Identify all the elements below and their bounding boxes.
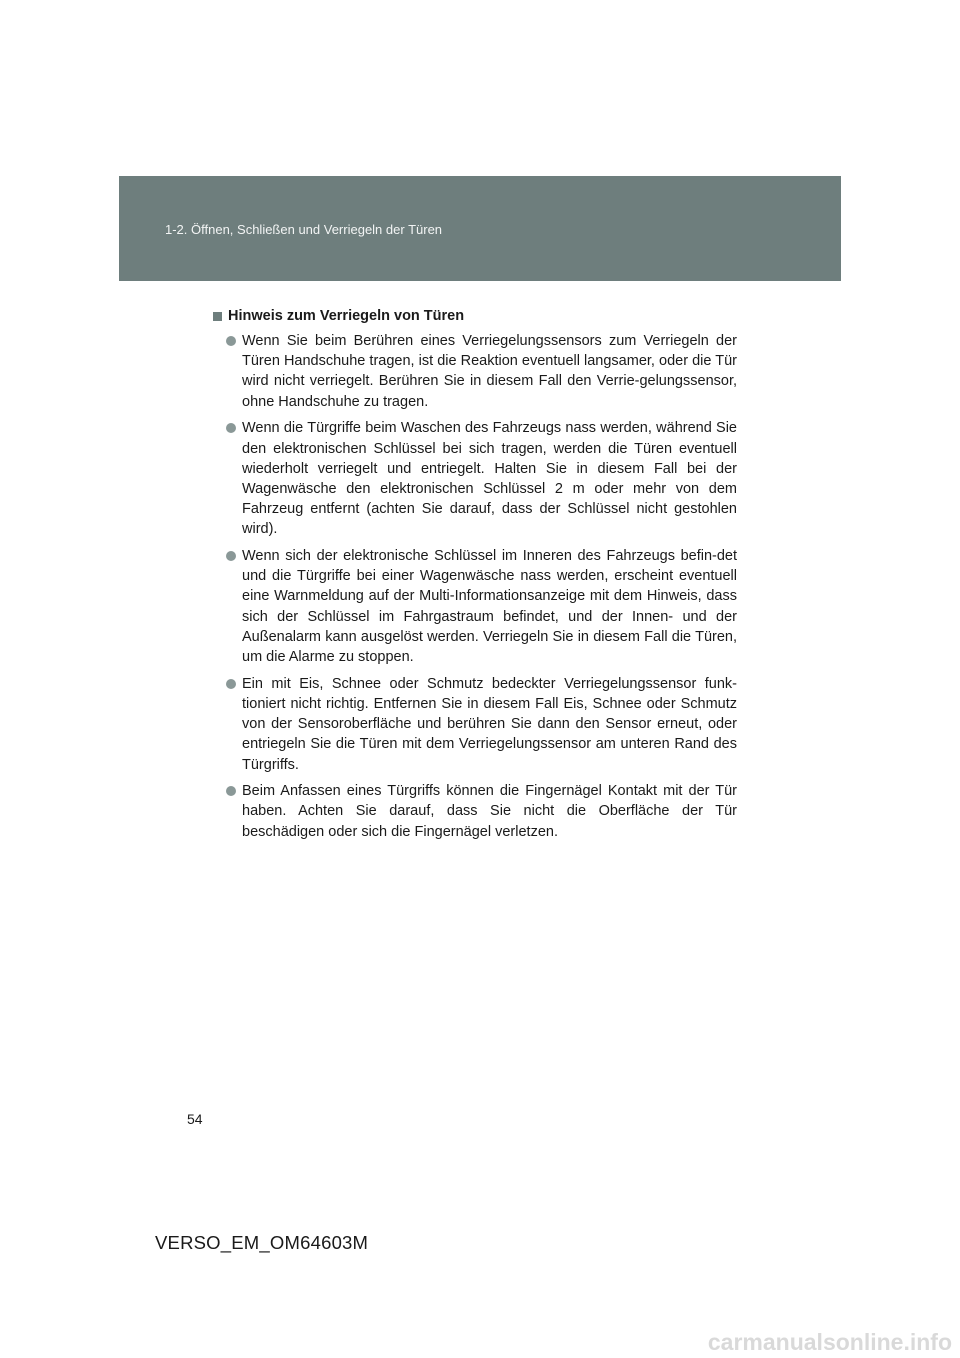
round-bullet-icon [226,336,236,346]
square-bullet-icon [213,312,222,321]
round-bullet-icon [226,423,236,433]
list-item [213,781,737,842]
list-item [213,674,737,775]
watermark: carmanualsonline.info [707,1329,952,1355]
section-header-band [119,176,841,281]
note-section [213,306,737,848]
section-title: 1-2. Öffnen, Schließen und Verriegeln der Türen [165,222,443,237]
list-item [213,331,737,412]
list-item-text: Wenn sich der elektronische Schlüssel im Inneren des Fahrzeugs befin-det und die Türgriffe bei einer Wagenwäsche nass werden, erscheint eventuell eine Warnmeldung auf der Multi-Informationsanzeige mit dem Hinweis, dass sich der Schlüssel im Fahrgastraum befindet, und der Innen- und der Außenalarm kann ausgelöst werden. Verriegeln Sie in diesem Fall die Türen, um die Alarme zu stoppen. [242,548,737,666]
list-item-text: Wenn Sie beim Berühren eines Verriegelungssensors zum Verriegeln der Türen Handschuhe tragen, ist die Reaktion eventuell langsamer, oder die Tür wird nicht verriegelt. Berühren Sie in diesem Fall den Verrie-gelungssensor, ohne Handschuhe zu tragen. [242,333,737,410]
page-number: 54 [187,1111,203,1127]
round-bullet-icon [226,786,236,796]
list-item [213,546,737,667]
list-item-text: Beim Anfassen eines Türgriffs können die Fingernägel Kontakt mit der Tür haben. Achten Sie darauf, dass Sie nicht die Oberfläche der Tür beschädigen oder sich die Fingernägel verletzen. [242,783,737,840]
round-bullet-icon [226,679,236,689]
list-item-text: Wenn die Türgriffe beim Waschen des Fahrzeugs nass werden, während Sie den elektronischen Schlüssel bei sich tragen, werden die Türen eventuell wiederholt verriegelt und entriegelt. Halten Sie in diesem Fall bei der Wagenwäsche den elektronischen Schlüssel 2 m oder mehr von dem Fahrzeug entfernt (achten Sie darauf, dass der Schlüssel nicht gestohlen wird). [242,420,737,538]
round-bullet-icon [226,551,236,561]
note-heading [213,306,737,326]
note-heading-text: Hinweis zum Verriegeln von Türen [228,308,465,324]
list-item [213,418,737,539]
document-code: VERSO_EM_OM64603M [155,1232,369,1253]
list-item-text: Ein mit Eis, Schnee oder Schmutz bedeckter Verriegelungssensor funk-tioniert nicht richtig. Entfernen Sie in diesem Fall Eis, Schnee oder Schmutz von der Sensoroberfläche und berühren Sie dann den Sensor erneut, oder entriegeln Sie die Türen mit dem Verriegelungssensor am unteren Rand des Türgriffs. [242,675,737,773]
